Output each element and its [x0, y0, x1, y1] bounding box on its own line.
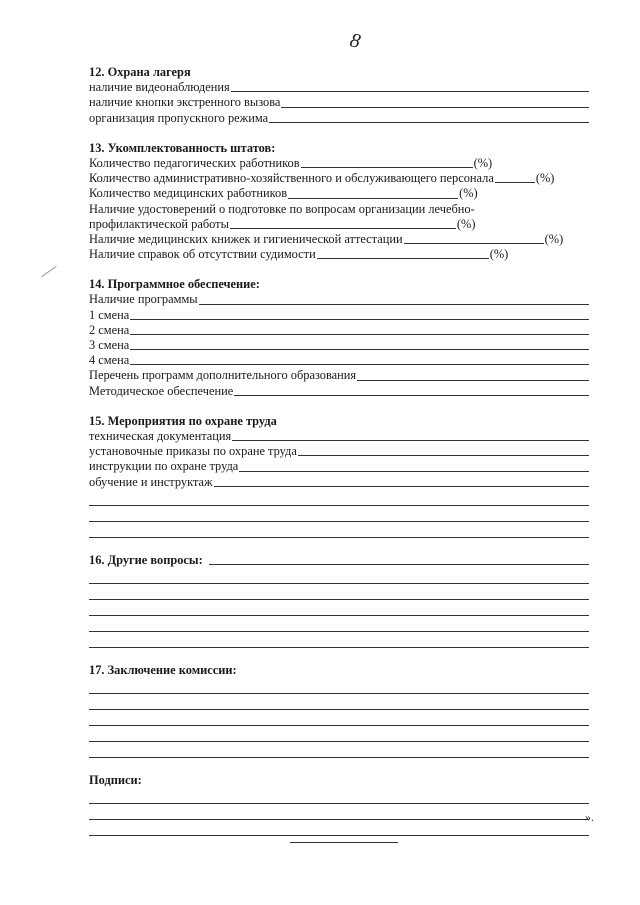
field-row [89, 111, 589, 126]
input-line[interactable] [199, 304, 589, 305]
input-line[interactable] [301, 167, 473, 168]
section-12-title: 12. Охрана лагеря [89, 65, 191, 79]
input-line[interactable] [298, 455, 589, 456]
field-row [89, 429, 589, 444]
field-row [89, 475, 589, 490]
signatures-title: Подписи: [89, 773, 142, 788]
field-row [89, 232, 589, 247]
input-line[interactable] [232, 440, 589, 441]
input-line[interactable] [288, 198, 458, 199]
field-row [89, 338, 589, 353]
section-13-title: 13. Укомплектованность штатов: [89, 140, 276, 155]
field-label: Наличие медицинских книжек и гигиенической аттестации [89, 231, 403, 246]
section-17-title: 17. Заключение комиссии: [89, 662, 237, 677]
percent-label: (%) [456, 216, 476, 231]
field-row [89, 459, 589, 474]
blank-line[interactable] [89, 584, 589, 600]
percent-label: (%) [535, 171, 555, 186]
input-line[interactable] [130, 349, 589, 350]
blank-line[interactable] [89, 616, 589, 632]
input-line[interactable] [239, 471, 589, 472]
field-row [89, 171, 589, 186]
percent-label: (%) [544, 231, 564, 246]
field-label: Наличие удостоверений о подготовке по вопросам организации лечебно- [89, 201, 475, 216]
percent-label: (%) [473, 155, 493, 170]
field-row [89, 353, 589, 368]
field-label: инструкции по охране труда [89, 459, 239, 474]
blank-line[interactable] [89, 568, 589, 584]
input-line[interactable] [234, 395, 589, 396]
blank-line[interactable] [89, 522, 589, 538]
blank-line[interactable] [89, 600, 589, 616]
field-label: Наличие справок об отсутствии судимости [89, 247, 316, 262]
field-label: наличие кнопки экстренного вызова [89, 95, 281, 110]
field-label: техническая документация [89, 428, 232, 443]
input-line[interactable] [209, 564, 589, 565]
field-label: 3 смена [89, 338, 130, 353]
field-row [89, 308, 589, 323]
blank-line[interactable] [89, 506, 589, 522]
field-row [89, 292, 589, 307]
field-label: установочные приказы по охране труда [89, 444, 297, 459]
field-label: Методическое обеспечение [89, 383, 234, 398]
blank-line[interactable] [89, 742, 589, 758]
field-label: Перечень программ дополнительного образования [89, 368, 357, 383]
blank-line[interactable] [89, 490, 589, 506]
input-line[interactable] [495, 182, 535, 183]
input-line[interactable] [269, 122, 589, 123]
field-row [89, 368, 589, 383]
field-row [89, 553, 589, 568]
input-line[interactable] [281, 107, 589, 108]
percent-label: (%) [459, 186, 478, 201]
field-label: Наличие программы [89, 292, 198, 307]
field-row [89, 186, 589, 201]
field-label: профилактической работы [89, 216, 229, 231]
input-line[interactable] [404, 243, 544, 244]
field-row [89, 444, 589, 459]
blank-line[interactable] [89, 694, 589, 710]
input-line[interactable] [130, 334, 589, 335]
field-label: Количество педагогических работников [89, 155, 300, 170]
input-line[interactable] [214, 486, 589, 487]
field-row [89, 323, 589, 338]
field-row [89, 80, 589, 95]
scan-speck [41, 266, 56, 277]
blank-line[interactable] [89, 710, 589, 726]
blank-line[interactable] [89, 632, 589, 648]
input-line[interactable] [231, 91, 589, 92]
field-label: 1 смена [89, 307, 130, 322]
field-label: наличие видеонаблюдения [89, 80, 230, 95]
blank-line[interactable] [89, 678, 589, 694]
field-label: организация пропускного режима [89, 110, 269, 125]
inspection-form [89, 65, 589, 836]
blank-line[interactable] [89, 726, 589, 742]
signature-line[interactable] [89, 804, 589, 820]
field-row [89, 217, 589, 232]
input-line[interactable] [130, 319, 589, 320]
field-label: Количество медицинских работников [89, 186, 288, 201]
signature-line[interactable] [89, 788, 589, 804]
field-label: 2 смена [89, 322, 130, 337]
closing-quote: ». [585, 810, 594, 824]
field-label: Количество административно-хозяйственного и обслуживающего персонала [89, 171, 494, 186]
section-16-title: 16. Другие вопросы: [89, 552, 203, 567]
section-14-title: 14. Программное обеспечение: [89, 277, 260, 292]
field-label: обучение и инструктаж [89, 474, 213, 489]
signature-line[interactable] [89, 820, 589, 836]
field-row [89, 247, 589, 262]
field-label: 4 смена [89, 353, 130, 368]
input-line[interactable] [357, 380, 589, 381]
field-row [89, 202, 589, 217]
page-number: 8 [347, 29, 363, 53]
field-row [89, 156, 589, 171]
field-row [89, 384, 589, 399]
field-row [89, 95, 589, 110]
input-line[interactable] [317, 258, 489, 259]
percent-label: (%) [489, 247, 509, 262]
footer-rule [290, 842, 398, 843]
input-line[interactable] [130, 364, 589, 365]
section-15-title: 15. Мероприятия по охране труда [89, 413, 277, 428]
input-line[interactable] [230, 228, 456, 229]
